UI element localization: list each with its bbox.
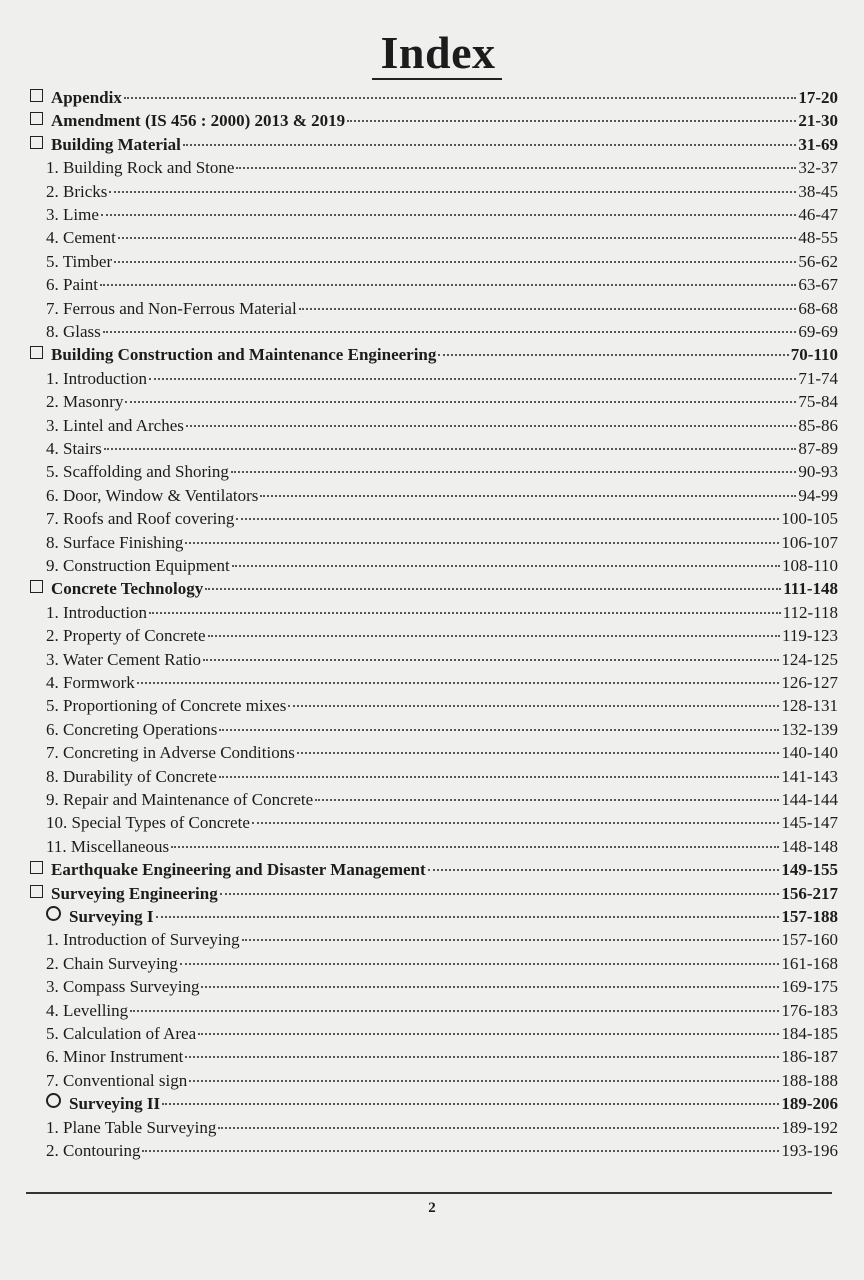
toc-entry-label: 1. Introduction of Surveying: [46, 930, 240, 950]
toc-item: [0, 719, 864, 741]
toc-entry-pages: 186-187: [781, 1047, 838, 1067]
toc-section: [0, 859, 864, 881]
toc-item: [0, 485, 864, 507]
toc-entry-label: 5. Scaffolding and Shoring: [46, 462, 229, 482]
toc-entry-label: 7. Ferrous and Non-Ferrous Material: [46, 298, 297, 318]
dot-leader: [218, 1127, 779, 1129]
toc-entry-label: 4. Stairs: [46, 439, 102, 458]
toc-entry-label: Earthquake Engineering and Disaster Management: [51, 860, 426, 880]
toc-entry-label: 8. Surface Finishing: [46, 532, 184, 552]
toc-entry-pages: 75-84: [798, 392, 838, 412]
dot-leader: [109, 191, 796, 193]
toc-entry-label: 7. Roofs and Roof covering: [46, 509, 235, 529]
toc-entry-label: 3. Water Cement Ratio: [46, 649, 202, 669]
toc-subsection: [0, 906, 864, 928]
toc-entry-label: 4. Levelling: [46, 1000, 129, 1020]
toc-item: [0, 766, 864, 788]
dot-leader: [142, 1150, 779, 1152]
toc-item: [0, 204, 864, 226]
toc-item: [0, 742, 864, 764]
toc-entry-label: 1. Introduction: [46, 602, 148, 622]
toc-entry-pages: 70-110: [790, 345, 838, 365]
toc-entry-label: 5. Proportioning of Concrete mixes: [46, 696, 287, 716]
toc-entry-pages: 119-123: [781, 626, 838, 646]
toc-section: [0, 87, 864, 109]
toc-entry-pages: 85-86: [798, 415, 838, 435]
toc-entry-label: 1. Introduction: [46, 368, 148, 388]
toc-entry-pages: 124-125: [781, 649, 838, 669]
toc-entry-label: Surveying II: [69, 1094, 161, 1114]
toc-entry-label: 1. Plane Table Surveying: [46, 1117, 217, 1137]
dot-leader: [252, 822, 779, 824]
toc-item: [0, 836, 864, 858]
toc-entry-pages: 132-139: [781, 719, 838, 739]
dot-leader: [149, 612, 781, 614]
toc-entry-label: Building Material: [51, 134, 181, 154]
dot-leader: [203, 659, 779, 661]
dot-leader: [137, 682, 780, 684]
toc-entry-pages: 56-62: [798, 251, 838, 271]
toc-entry-label: Appendix: [51, 88, 122, 107]
dot-leader: [232, 565, 780, 567]
toc-entry-pages: 156-217: [781, 883, 838, 903]
toc-item: [0, 976, 864, 998]
toc-entry-pages: 21-30: [798, 111, 838, 131]
toc-item: [0, 695, 864, 717]
toc-item: [0, 461, 864, 483]
toc-entry-pages: 169-175: [781, 977, 838, 997]
dot-leader: [114, 261, 796, 263]
toc-entry-pages: 87-89: [798, 439, 838, 458]
toc-entry-label: 6. Door, Window & Ventilators: [46, 485, 259, 505]
toc-entry-label: 10. Special Types of Concrete: [46, 813, 250, 833]
toc-entry-label: Surveying Engineering: [51, 883, 218, 903]
toc-entry-label: 1. Building Rock and Stone: [46, 158, 235, 178]
dot-leader: [288, 705, 779, 707]
circle-bullet-icon: [46, 1093, 61, 1108]
toc-entry-pages: 71-74: [798, 368, 838, 388]
toc-entry-label: 2. Masonry: [46, 392, 124, 412]
toc-item: [0, 1046, 864, 1068]
toc-entry-label: Surveying I: [69, 907, 154, 926]
toc-entry-pages: 31-69: [798, 134, 838, 154]
toc-entry-pages: 140-140: [781, 743, 838, 763]
dot-leader: [185, 542, 779, 544]
toc-item: [0, 625, 864, 647]
toc-item: [0, 532, 864, 554]
toc-entry-label: Building Construction and Maintenance Engineering: [51, 345, 437, 365]
dot-leader: [260, 495, 796, 497]
dot-leader: [205, 588, 781, 590]
toc-entry-pages: 112-118: [782, 602, 838, 622]
toc-entry-label: 7. Concreting in Adverse Conditions: [46, 743, 295, 763]
dot-leader: [104, 448, 797, 450]
checkbox-bullet-icon: [30, 112, 43, 125]
toc-entry-label: 5. Timber: [46, 251, 113, 271]
toc-item: [0, 321, 864, 343]
toc-section: [0, 578, 864, 600]
dot-leader: [124, 97, 796, 99]
checkbox-bullet-icon: [30, 885, 43, 898]
toc-item: [0, 1000, 864, 1022]
dot-leader: [315, 799, 779, 801]
toc-entry-label: 3. Compass Surveying: [46, 977, 200, 997]
dot-leader: [162, 1103, 779, 1105]
toc-entry-label: 6. Paint: [46, 275, 98, 295]
toc-entry-pages: 148-148: [781, 836, 838, 856]
toc-item: [0, 812, 864, 834]
toc-entry-pages: 38-45: [798, 181, 838, 201]
toc-item: [0, 953, 864, 975]
checkbox-bullet-icon: [30, 580, 43, 593]
dot-leader: [125, 401, 796, 403]
toc-entry-pages: 63-67: [798, 275, 838, 295]
dot-leader: [100, 284, 796, 286]
dot-leader: [156, 916, 780, 918]
dot-leader: [201, 986, 779, 988]
toc-entry-label: 5. Calculation of Area: [46, 1024, 197, 1043]
toc-entry-label: 2. Chain Surveying: [46, 953, 178, 973]
toc-section: [0, 110, 864, 132]
dot-leader: [220, 893, 780, 895]
dot-leader: [219, 776, 779, 778]
toc-item: [0, 298, 864, 320]
toc-entry-pages: 106-107: [781, 532, 838, 552]
toc-entry-label: 4. Cement: [46, 228, 116, 248]
toc-item: [0, 929, 864, 951]
toc-entry-pages: 90-93: [798, 462, 838, 482]
dot-leader: [428, 869, 780, 871]
toc-item: [0, 789, 864, 811]
toc-entry-label: 7. Conventional sign: [46, 1070, 188, 1090]
toc-entry-pages: 69-69: [798, 322, 838, 341]
checkbox-bullet-icon: [30, 861, 43, 874]
toc-entry-pages: 68-68: [798, 298, 838, 318]
toc-entry-label: Concrete Technology: [51, 579, 204, 599]
toc-entry-pages: 188-188: [781, 1070, 838, 1090]
toc-entry-label: Amendment (IS 456 : 2000) 2013 & 2019: [51, 111, 346, 131]
dot-leader: [185, 1056, 779, 1058]
toc-entry-pages: 184-185: [781, 1024, 838, 1043]
dot-leader: [347, 120, 796, 122]
toc-entry-pages: 189-206: [781, 1094, 838, 1114]
toc-entry-pages: 111-148: [783, 579, 838, 599]
dot-leader: [183, 144, 796, 146]
toc-entry-pages: 108-110: [781, 556, 838, 575]
toc-entry-pages: 17-20: [798, 88, 838, 107]
dot-leader: [103, 331, 797, 333]
toc-entry-pages: 32-37: [798, 158, 838, 178]
toc-entry-pages: 126-127: [781, 673, 838, 692]
toc-section: [0, 883, 864, 905]
dot-leader: [149, 378, 796, 380]
dot-leader: [236, 167, 796, 169]
dot-leader: [219, 729, 779, 731]
toc-item: [0, 251, 864, 273]
toc-entry-label: 11. Miscellaneous: [46, 836, 170, 856]
toc-item: [0, 157, 864, 179]
dot-leader: [101, 214, 796, 216]
toc-entry-label: 6. Concreting Operations: [46, 719, 218, 739]
toc-entry-label: 8. Durability of Concrete: [46, 766, 217, 786]
checkbox-bullet-icon: [30, 89, 43, 102]
toc-item: [0, 555, 864, 577]
toc-subsection: [0, 1093, 864, 1115]
toc-entry-pages: 157-188: [781, 907, 838, 926]
dot-leader: [189, 1080, 779, 1082]
toc-entry-pages: 157-160: [781, 930, 838, 950]
dot-leader: [231, 471, 796, 473]
toc-entry-pages: 144-144: [781, 790, 838, 809]
bottom-divider: [26, 1192, 832, 1194]
toc-item: [0, 415, 864, 437]
toc-item: [0, 1140, 864, 1162]
toc-entry-pages: 193-196: [781, 1141, 838, 1160]
toc-item: [0, 391, 864, 413]
checkbox-bullet-icon: [30, 136, 43, 149]
toc-entry-label: 3. Lintel and Arches: [46, 415, 184, 435]
toc-entry-label: 2. Bricks: [46, 181, 108, 201]
toc-item: [0, 649, 864, 671]
toc-entry-pages: 161-168: [781, 953, 838, 973]
toc-item: [0, 602, 864, 624]
toc-entry-pages: 128-131: [781, 696, 838, 716]
toc-entry-label: 2. Property of Concrete: [46, 626, 206, 646]
circle-bullet-icon: [46, 906, 61, 921]
toc-entry-pages: 100-105: [781, 509, 838, 529]
toc-item: [0, 1070, 864, 1092]
dot-leader: [299, 308, 797, 310]
toc-entry-pages: 141-143: [781, 766, 838, 786]
dot-leader: [130, 1010, 779, 1012]
toc-entry-label: 8. Glass: [46, 322, 101, 341]
dot-leader: [297, 752, 779, 754]
dot-leader: [208, 635, 780, 637]
dot-leader: [236, 518, 779, 520]
toc-entry-label: 2. Contouring: [46, 1141, 141, 1160]
toc-entry-label: 6. Minor Instrument: [46, 1047, 184, 1067]
toc-item: [0, 274, 864, 296]
toc-item: [0, 438, 864, 460]
toc-item: [0, 1117, 864, 1139]
toc-item: [0, 227, 864, 249]
toc-entry-label: 4. Formwork: [46, 673, 135, 692]
toc-entry-pages: 176-183: [781, 1000, 838, 1020]
dot-leader: [438, 354, 788, 356]
toc-entry-label: 3. Lime: [46, 205, 99, 224]
toc-entry-pages: 145-147: [781, 813, 838, 833]
checkbox-bullet-icon: [30, 346, 43, 359]
page-number: 2: [428, 1200, 436, 1216]
toc-entry-label: 9. Repair and Maintenance of Concrete: [46, 790, 314, 809]
toc-item: [0, 368, 864, 390]
toc-entry-pages: 149-155: [781, 860, 838, 880]
toc-item: [0, 1023, 864, 1045]
toc-entry-pages: 189-192: [781, 1117, 838, 1137]
dot-leader: [180, 963, 780, 965]
dot-leader: [171, 846, 779, 848]
dot-leader: [118, 237, 796, 239]
toc-entry-pages: 46-47: [798, 205, 838, 224]
toc-section: [0, 344, 864, 366]
dot-leader: [186, 425, 796, 427]
page-title: Index: [380, 27, 496, 78]
toc-item: [0, 508, 864, 530]
toc-item: [0, 672, 864, 694]
title-underline: [372, 78, 502, 80]
dot-leader: [242, 939, 780, 941]
toc-section: [0, 134, 864, 156]
toc-entry-pages: 94-99: [798, 485, 838, 505]
dot-leader: [198, 1033, 779, 1035]
toc-entry-pages: 48-55: [798, 228, 838, 248]
toc-item: [0, 181, 864, 203]
toc-entry-label: 9. Construction Equipment: [46, 556, 230, 575]
